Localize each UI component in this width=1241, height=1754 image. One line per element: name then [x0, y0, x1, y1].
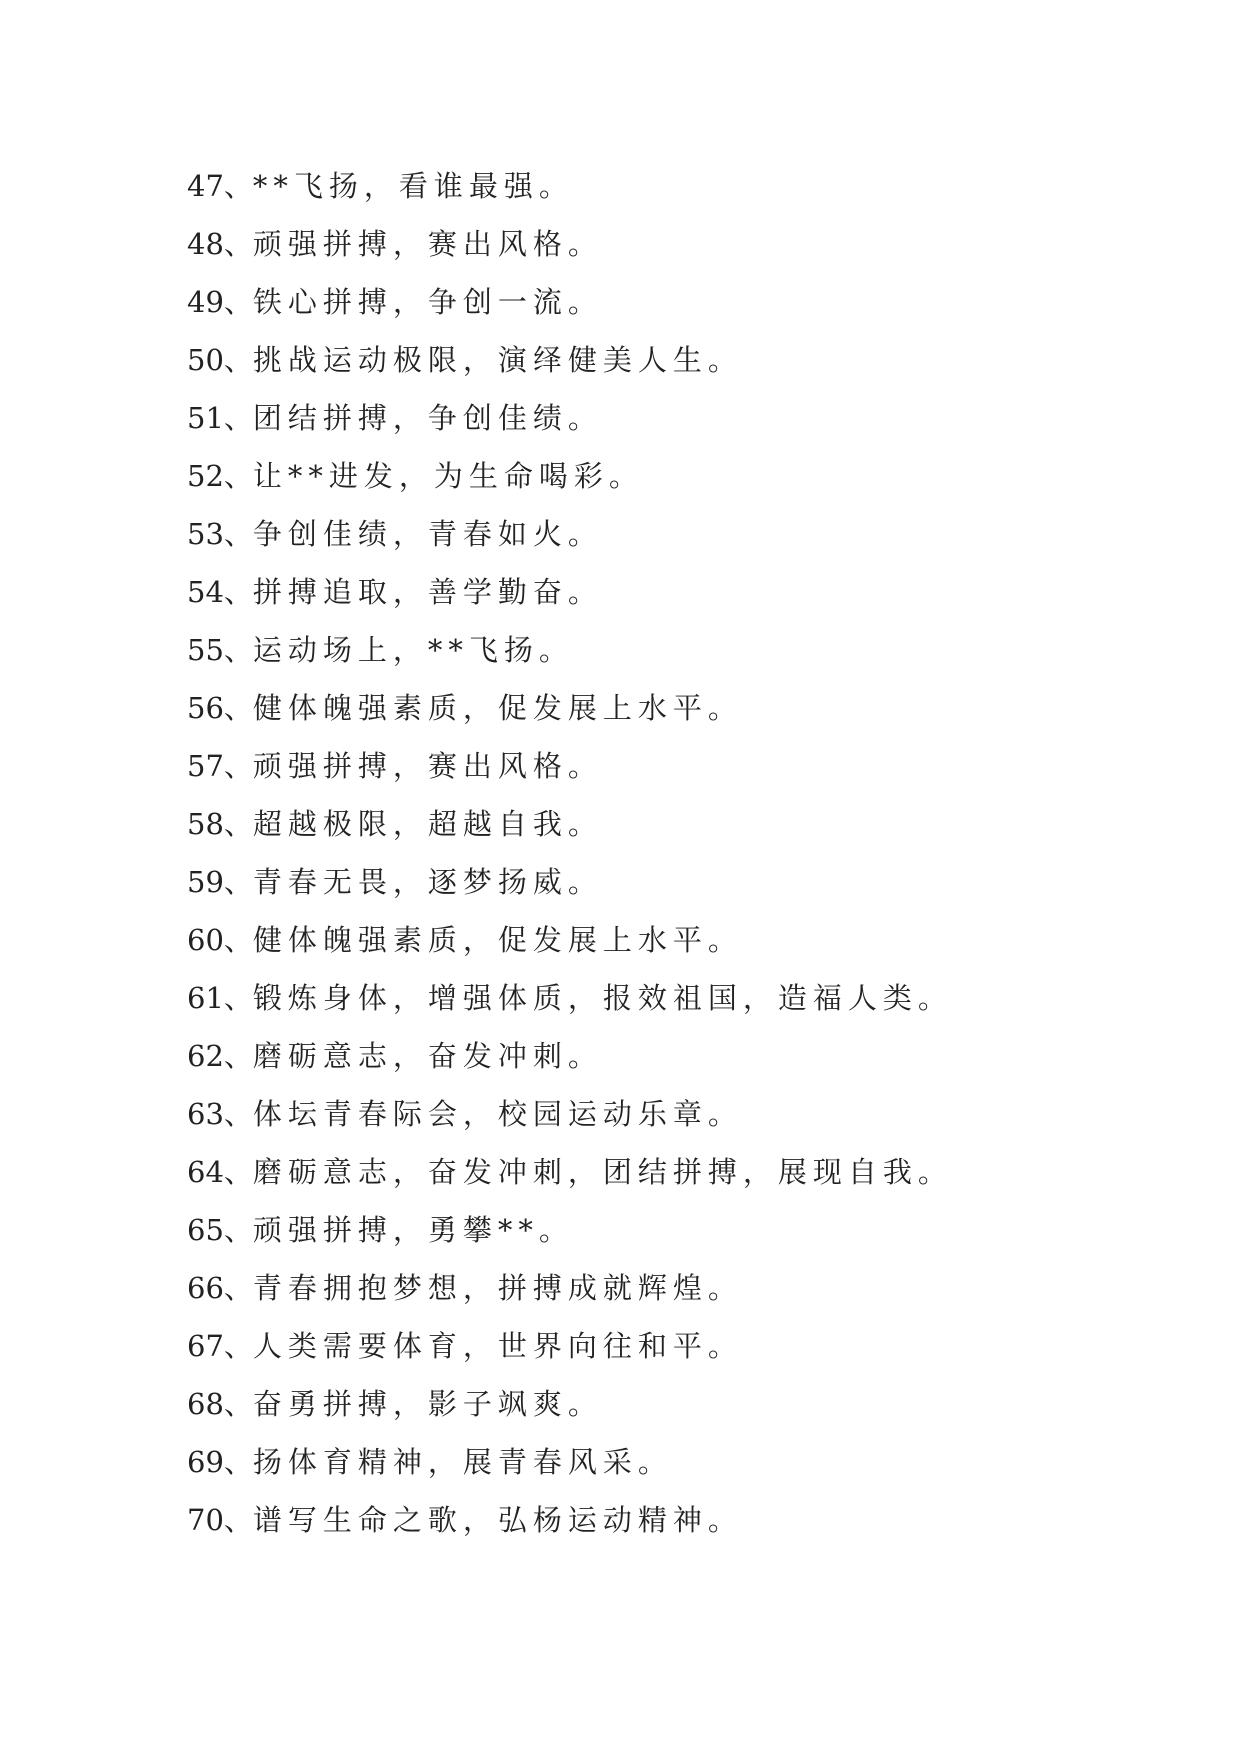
item-text: 体坛青春际会，校园运动乐章。	[252, 1097, 743, 1131]
list-item	[187, 911, 953, 969]
list-item	[187, 795, 953, 853]
item-text: 团结拼搏，争创佳绩。	[252, 401, 603, 435]
item-number: 64、	[187, 1155, 253, 1189]
list-item	[187, 737, 953, 795]
list-item	[187, 1027, 953, 1085]
list-item	[187, 679, 953, 737]
item-text: 顽强拼搏，赛出风格。	[252, 749, 603, 783]
item-text: 锻炼身体，增强体质，报效祖国，造福人类。	[252, 981, 953, 1015]
item-number: 60、	[187, 923, 253, 957]
item-number: 66、	[187, 1271, 253, 1305]
item-text: 磨砺意志，奋发冲刺，团结拼搏，展现自我。	[252, 1155, 953, 1189]
list-item	[187, 969, 953, 1027]
item-number: 57、	[187, 749, 253, 783]
list-item	[187, 331, 953, 389]
item-text: 铁心拼搏，争创一流。	[252, 285, 603, 319]
item-number: 67、	[187, 1329, 253, 1363]
list-item	[187, 1143, 953, 1201]
item-number: 50、	[187, 343, 253, 377]
list-item	[187, 1375, 953, 1433]
list-item	[187, 621, 953, 679]
slogan-list	[187, 157, 953, 1549]
item-number: 52、	[187, 459, 253, 493]
item-number: 58、	[187, 807, 253, 841]
list-item	[187, 853, 953, 911]
item-text: 让**进发，为生命喝彩。	[252, 459, 644, 493]
item-number: 61、	[187, 981, 253, 1015]
list-item	[187, 505, 953, 563]
item-text: 青春无畏，逐梦扬威。	[252, 865, 603, 899]
item-text: 运动场上，**飞扬。	[252, 633, 574, 667]
item-number: 53、	[187, 517, 253, 551]
item-number: 56、	[187, 691, 253, 725]
item-number: 55、	[187, 633, 253, 667]
item-text: 健体魄强素质，促发展上水平。	[252, 923, 743, 957]
item-number: 65、	[187, 1213, 253, 1247]
list-item	[187, 1201, 953, 1259]
item-text: 拼搏追取，善学勤奋。	[252, 575, 603, 609]
item-text: 争创佳绩，青春如火。	[252, 517, 603, 551]
item-number: 59、	[187, 865, 253, 899]
item-number: 63、	[187, 1097, 253, 1131]
item-text: 奋勇拼搏，影子飒爽。	[252, 1387, 603, 1421]
item-number: 47、	[187, 169, 253, 203]
list-item	[187, 1433, 953, 1491]
item-number: 48、	[187, 227, 253, 261]
item-number: 69、	[187, 1445, 253, 1479]
item-number: 70、	[187, 1503, 253, 1537]
list-item	[187, 563, 953, 621]
list-item	[187, 1085, 953, 1143]
list-item	[187, 273, 953, 331]
list-item	[187, 389, 953, 447]
list-item	[187, 447, 953, 505]
item-number: 54、	[187, 575, 253, 609]
list-item	[187, 157, 953, 215]
list-item	[187, 1491, 953, 1549]
item-number: 51、	[187, 401, 253, 435]
list-item	[187, 215, 953, 273]
item-number: 68、	[187, 1387, 253, 1421]
item-text: 谱写生命之歌，弘杨运动精神。	[252, 1503, 743, 1537]
item-text: 顽强拼搏，赛出风格。	[252, 227, 603, 261]
item-text: 挑战运动极限，演绎健美人生。	[252, 343, 743, 377]
item-text: 顽强拼搏，勇攀**。	[252, 1213, 574, 1247]
item-text: 健体魄强素质，促发展上水平。	[252, 691, 743, 725]
item-number: 49、	[187, 285, 253, 319]
list-item	[187, 1317, 953, 1375]
item-text: 扬体育精神，展青春风采。	[252, 1445, 673, 1479]
item-number: 62、	[187, 1039, 253, 1073]
item-text: 超越极限，超越自我。	[252, 807, 603, 841]
item-text: 磨砺意志，奋发冲刺。	[252, 1039, 603, 1073]
item-text: 人类需要体育，世界向往和平。	[252, 1329, 743, 1363]
item-text: 青春拥抱梦想，拼搏成就辉煌。	[252, 1271, 743, 1305]
item-text: **飞扬，看谁最强。	[252, 169, 574, 203]
list-item	[187, 1259, 953, 1317]
